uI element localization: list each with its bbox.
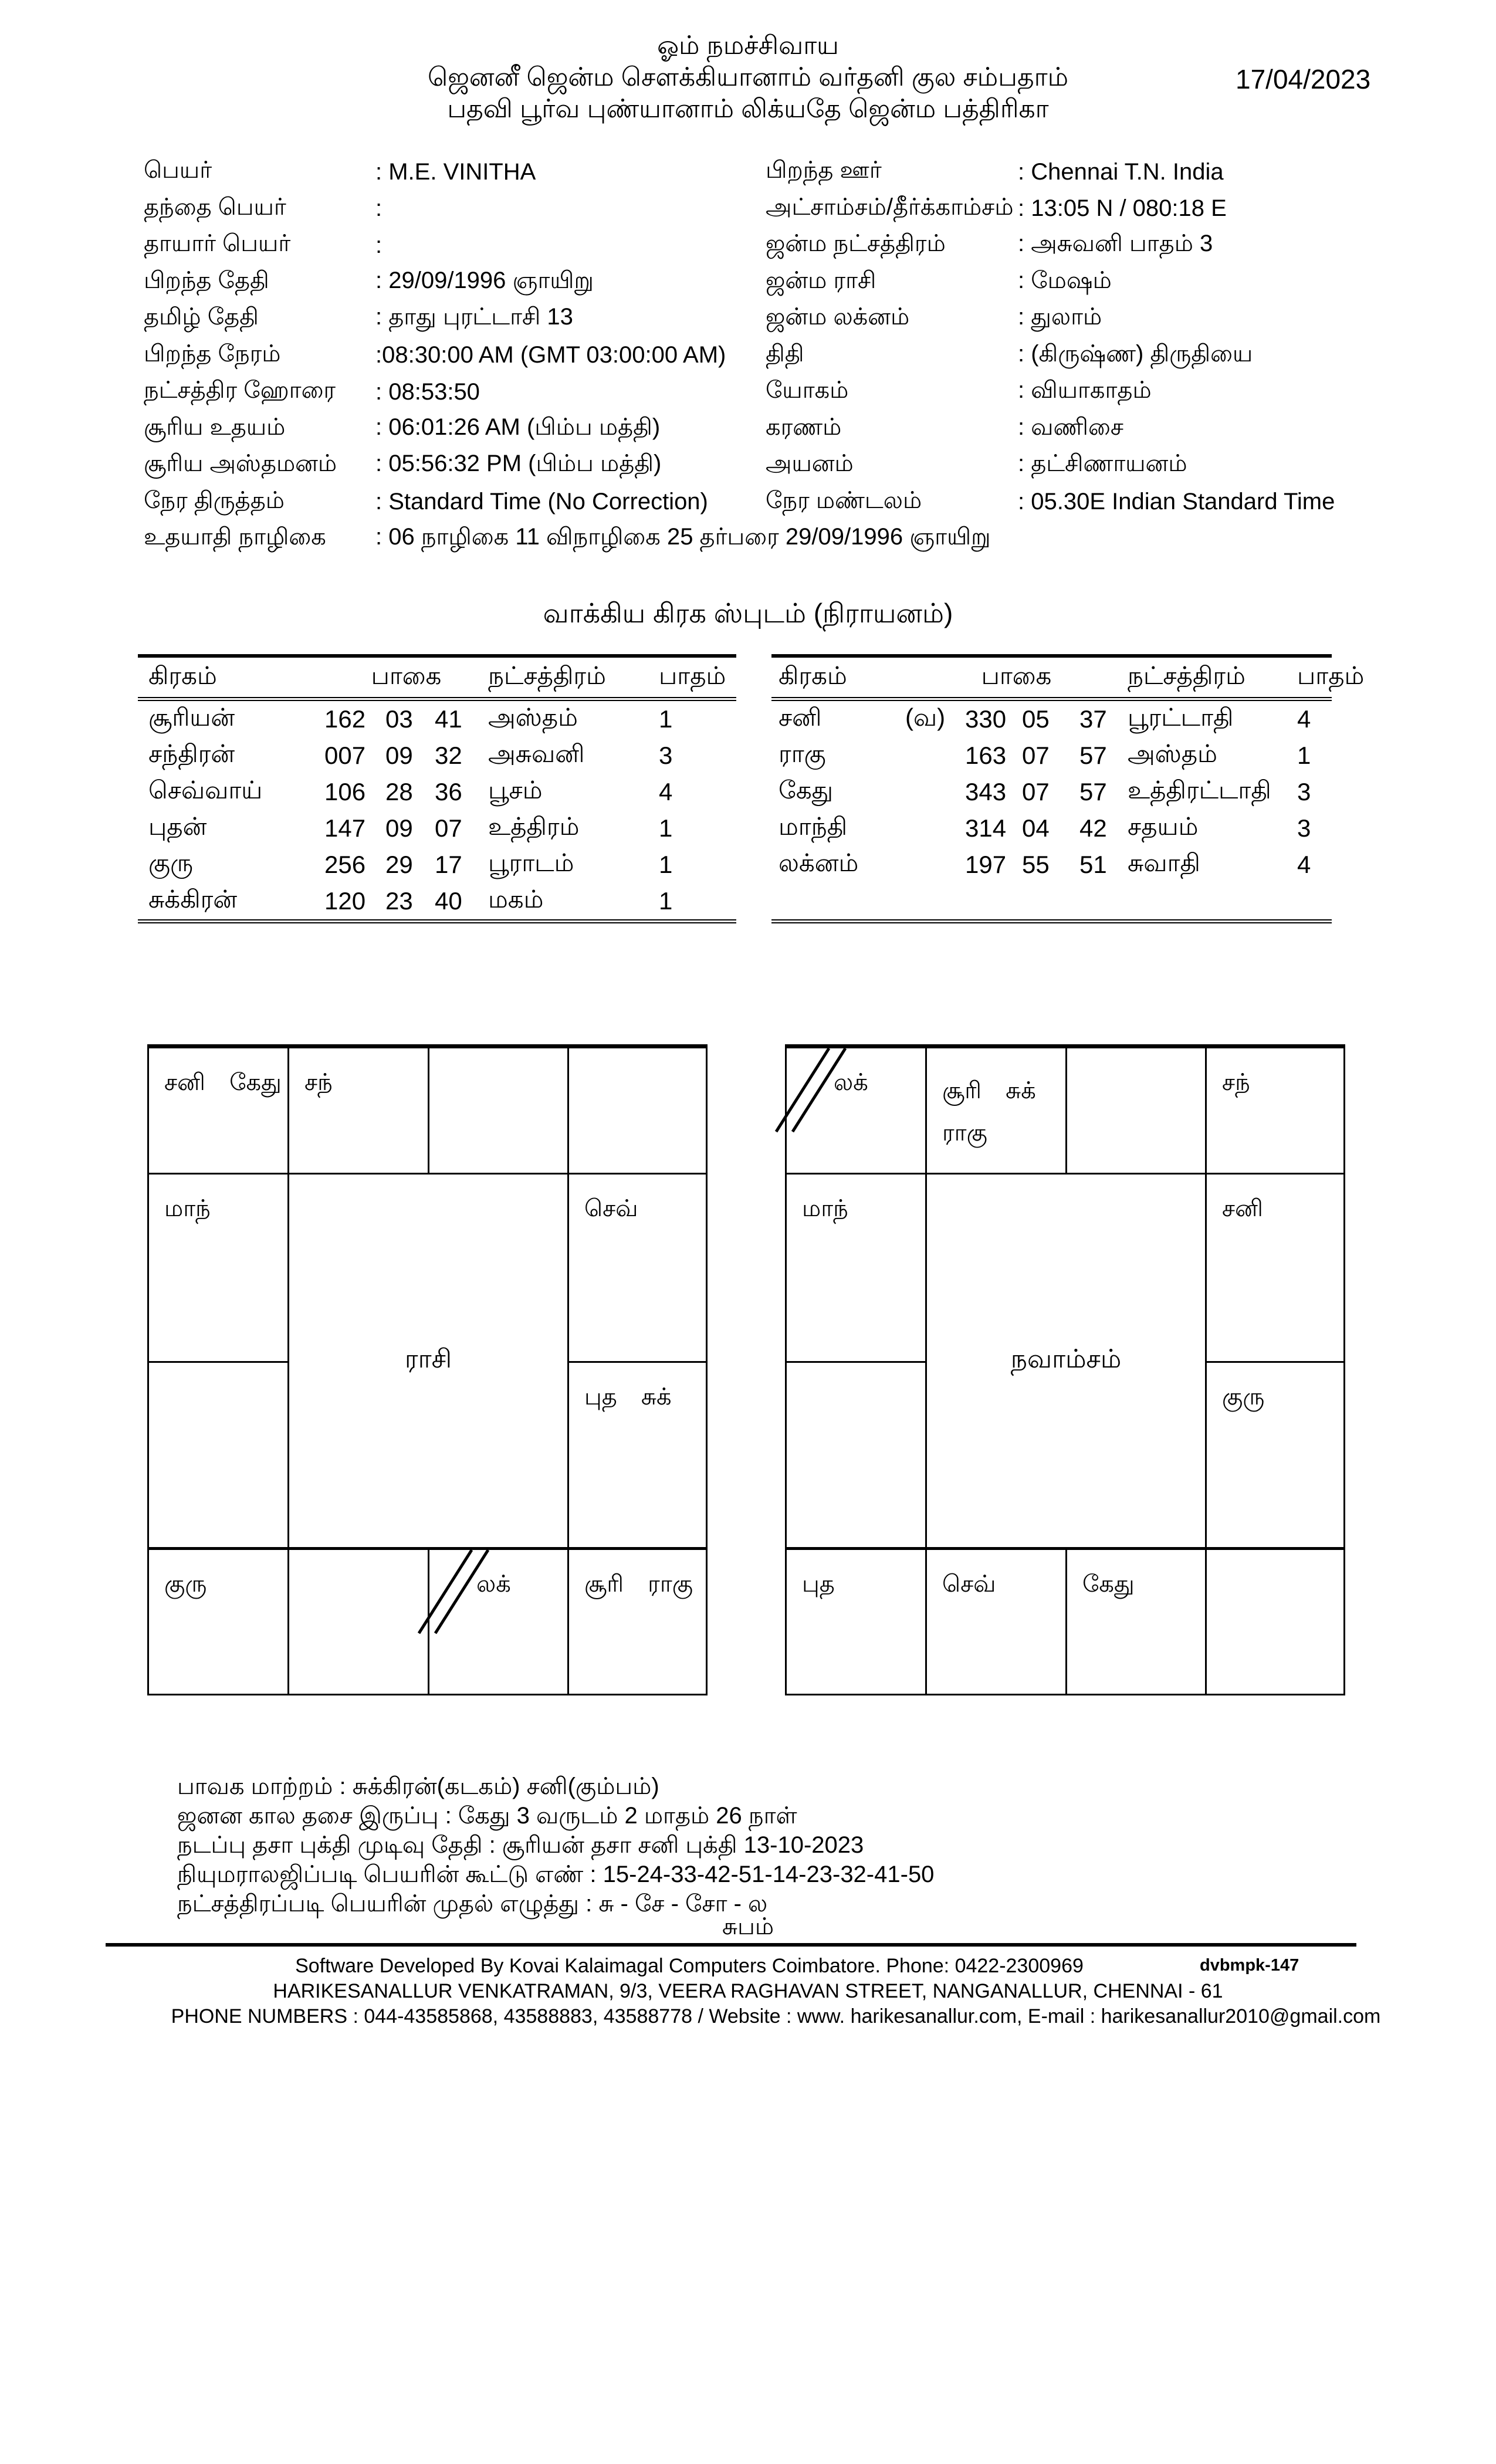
detail-label: பிறந்த நேரம்	[144, 340, 281, 367]
navamsa-cell-scorpio: செவ்	[942, 1571, 996, 1597]
detail-label: பெயர்	[144, 157, 212, 184]
graha: ராகு	[779, 740, 826, 767]
table-row	[138, 810, 736, 847]
sec: 37	[1079, 705, 1107, 733]
detail-value: :	[375, 232, 383, 258]
detail-label: நேர திருத்தம்	[144, 487, 285, 513]
pada: 1	[659, 851, 673, 878]
nak: பூரட்டாதி	[1128, 703, 1234, 731]
pada: 1	[659, 887, 673, 915]
nak: பூராடம்	[488, 849, 574, 876]
sloka-line-1: ஜெனனீ ஜென்ம சௌக்கியானாம் வர்தனி குல சம்பதாம்	[427, 63, 1069, 92]
sec: 51	[1079, 851, 1107, 878]
min: 09	[385, 742, 413, 769]
graha: புதன்	[148, 813, 207, 840]
nak: அஸ்தம்	[1128, 740, 1217, 767]
graha: கேது	[779, 776, 834, 804]
min: 09	[385, 814, 413, 842]
cell-line: ராகு	[942, 1120, 987, 1146]
table-row	[771, 737, 1332, 774]
table-row	[138, 774, 736, 810]
pada: 4	[659, 778, 673, 805]
graha: செவ்வாய்	[148, 776, 263, 804]
min: 55	[1022, 851, 1050, 878]
nak: அஸ்தம்	[488, 703, 578, 731]
detail-label: திதி	[766, 340, 804, 367]
detail-label: ஜன்ம நட்சத்திரம்	[766, 231, 946, 257]
closing-word: சுபம்	[722, 1914, 774, 1940]
nak: சதயம்	[1128, 813, 1199, 840]
detail-value: : 05:56:32 PM (பிம்ப மத்தி)	[375, 451, 662, 477]
detail-label: அட்சாம்சம்/தீர்க்காம்சம்	[766, 194, 1014, 220]
navamsa-cell-virgo	[1207, 1550, 1343, 1696]
graha: சனி	[779, 703, 822, 731]
detail-value: : (கிருஷ்ண) திருதியை	[1018, 340, 1253, 367]
min: 07	[1022, 778, 1050, 805]
planet-table-title: வாக்கிய கிரக ஸ்புடம் (நிராயனம்)	[543, 598, 953, 628]
table-header	[138, 658, 736, 697]
nak: பூசம்	[488, 776, 543, 804]
col-padam: பாதம்	[659, 661, 726, 689]
detail-value: : 06 நாழிகை 11 விநாழிகை 25 தர்பரை 29/09/1996 ஞாயிறு	[375, 524, 991, 550]
min: 29	[385, 851, 413, 878]
detail-value: : தாது புரட்டாசி 13	[375, 304, 573, 330]
detail-value: : Standard Time (No Correction)	[375, 489, 708, 515]
sloka-line-2: பதவி பூர்வ புண்யானாம் லிக்யதே ஜென்ம பத்திரிகா	[447, 94, 1049, 123]
deg: 007	[324, 742, 366, 769]
detail-row	[766, 484, 1496, 521]
navamsa-cell-cancer: சனி	[1222, 1196, 1263, 1221]
deg: 163	[965, 742, 1007, 769]
navamsa-cell-aries	[927, 1048, 1065, 1173]
min: 05	[1022, 705, 1050, 733]
planet-table-right	[771, 654, 1365, 923]
pada: 3	[659, 742, 673, 769]
detail-value: : அசுவனி பாதம் 3	[1018, 231, 1213, 257]
summary-line: நியுமராலஜிப்படி பெயரின் கூட்டு எண் : 15-24-33-42-51-14-23-32-41-50	[177, 1861, 935, 1887]
sec: 57	[1079, 778, 1107, 805]
sec: 57	[1079, 742, 1107, 769]
deg: 162	[324, 705, 366, 733]
print-date: 17/04/2023	[1236, 64, 1371, 94]
graha: மாந்தி	[779, 813, 848, 840]
rasi-cell-gemini	[569, 1048, 706, 1173]
table-spacer	[771, 883, 1332, 919]
sec: 32	[435, 742, 462, 769]
detail-value: : துலாம்	[1018, 304, 1102, 330]
lagna-mark-icon	[429, 1550, 500, 1638]
table-bottom-border	[771, 919, 1332, 923]
col-degrees: பாகை	[981, 661, 1052, 689]
deg: 106	[324, 778, 366, 805]
col-nakshatra: நட்சத்திரம்	[1128, 661, 1245, 689]
table-row	[771, 810, 1332, 847]
table-bottom-border	[138, 919, 736, 923]
navamsa-chart-title: நவாம்சம்	[1010, 1344, 1122, 1373]
rasi-cell-cancer: செவ்	[584, 1196, 638, 1221]
nak: மகம்	[488, 885, 544, 913]
footer-line-3: PHONE NUMBERS : 044-43585868, 43588883, 43588778 / Website : www. harikesanallur.com, E-mail : harikesanallur2010@gmail.com	[171, 2005, 1381, 2028]
min: 04	[1022, 814, 1050, 842]
rasi-cell-pisces: சனி கேது	[164, 1069, 282, 1095]
rasi-cell-aries: சந்	[304, 1069, 333, 1095]
detail-value: : வணிசை	[1018, 414, 1123, 440]
rasi-chart-title: ராசி	[404, 1344, 452, 1373]
detail-row	[766, 191, 1496, 228]
detail-label: நேர மண்டலம்	[766, 487, 922, 513]
graha: குரு	[148, 849, 194, 876]
navamsa-cell-taurus	[1067, 1048, 1205, 1173]
pada: 1	[659, 705, 673, 733]
summary-line: ஜனன கால தசை இருப்பு : கேது 3 வருடம் 2 மாதம் 26 நாள்	[177, 1803, 797, 1829]
detail-label: தந்தை பெயர்	[144, 194, 286, 220]
retro-flag: (வ)	[905, 703, 946, 731]
footer-line-1: Software Developed By Kovai Kalaimagal Computers Coimbatore. Phone: 0422-2300969	[295, 1955, 1084, 1977]
detail-row	[766, 337, 1496, 374]
navamsa-cell-aquarius: மாந்	[802, 1196, 848, 1221]
navamsa-cell-libra: கேது	[1082, 1571, 1135, 1597]
detail-row	[766, 300, 1496, 337]
detail-row	[766, 154, 1496, 191]
col-graha: கிரகம்	[148, 661, 217, 689]
detail-label: தமிழ் தேதி	[144, 304, 259, 330]
rasi-cell-virgo: சூரி ராகு	[584, 1571, 693, 1597]
pada: 1	[1297, 742, 1311, 769]
rasi-cell-aquarius: மாந்	[164, 1196, 211, 1221]
cell-line: சூரி சுக்	[942, 1078, 1036, 1104]
detail-value: : வியாகாதம்	[1018, 377, 1152, 404]
detail-label: பிறந்த தேதி	[144, 267, 269, 293]
navamsa-cell-lagna	[787, 1048, 925, 1173]
col-padam: பாதம்	[1297, 661, 1365, 689]
document-code: dvbmpk-147	[1200, 1956, 1299, 1975]
sec: 07	[435, 814, 462, 842]
summary-block	[177, 1772, 934, 1918]
min: 03	[385, 705, 413, 733]
detail-value: : 13:05 N / 080:18 E	[1018, 195, 1227, 222]
detail-value: :08:30:00 AM (GMT 03:00:00 AM)	[375, 342, 726, 368]
footer-divider	[106, 1943, 1356, 1947]
pada: 3	[1297, 814, 1311, 842]
pada: 4	[1297, 851, 1311, 878]
detail-value: : 05.30E Indian Standard Time	[1018, 489, 1335, 515]
rasi-cell-sagittarius: குரு	[164, 1571, 207, 1597]
detail-label: ஜன்ம லக்னம்	[766, 304, 910, 330]
detail-value: : 06:01:26 AM (பிம்ப மத்தி)	[375, 414, 661, 440]
summary-line: பாவக மாற்றம் : சுக்கிரன்(கடகம்) சனி(கும்பம்)	[177, 1773, 659, 1799]
min: 23	[385, 887, 413, 915]
graha: லக்னம்	[779, 849, 859, 876]
detail-label: பிறந்த ஊர்	[766, 157, 882, 184]
rasi-cell-leo: புத சுக்	[584, 1384, 672, 1410]
footer-line-2: HARIKESANALLUR VENKATRAMAN, 9/3, VEERA RAGHAVAN STREET, NANGANALLUR, CHENNAI - 61	[273, 1980, 1223, 2002]
deg: 256	[324, 851, 366, 878]
summary-line: நட்சத்திரப்படி பெயரின் முதல் எழுத்து : சு - சே - சோ - ல	[177, 1891, 768, 1917]
deg: 147	[324, 814, 366, 842]
detail-label: சூரிய அஸ்தமனம்	[144, 451, 337, 477]
detail-value: : தட்சிணாயனம்	[1018, 451, 1187, 477]
table-row	[771, 847, 1332, 883]
sec: 36	[435, 778, 462, 805]
deg: 120	[324, 887, 366, 915]
col-nakshatra: நட்சத்திரம்	[488, 661, 606, 689]
min: 28	[385, 778, 413, 805]
nak: சுவாதி	[1128, 849, 1200, 876]
deg: 343	[965, 778, 1007, 805]
detail-row	[766, 447, 1496, 484]
graha: சூரியன்	[148, 703, 235, 731]
pada: 4	[1297, 705, 1311, 733]
sec: 42	[1079, 814, 1107, 842]
lagna-label: லக்	[476, 1571, 511, 1597]
detail-row	[766, 264, 1496, 301]
table-row	[138, 701, 736, 737]
detail-value: : மேஷம்	[1018, 267, 1112, 293]
detail-label: ஜன்ம ராசி	[766, 267, 876, 293]
navamsa-cell-capricorn	[787, 1363, 925, 1547]
detail-value: : 08:53:50	[375, 378, 480, 405]
table-row	[771, 774, 1332, 810]
navamsa-cell-leo: குரு	[1222, 1384, 1265, 1410]
pada: 3	[1297, 778, 1311, 805]
planet-table-left	[138, 654, 736, 923]
nak: அசுவனி	[488, 740, 585, 767]
graha: சந்திரன்	[148, 740, 235, 767]
sec: 40	[435, 887, 462, 915]
rasi-cell-scorpio	[289, 1550, 428, 1696]
rasi-cell-taurus	[429, 1048, 567, 1173]
detail-label: அயனம்	[766, 451, 854, 477]
detail-label: கரணம்	[766, 414, 842, 440]
table-row	[138, 883, 736, 919]
detail-row	[766, 227, 1496, 264]
col-degrees: பாகை	[371, 661, 442, 689]
lagna-mark-icon	[787, 1048, 857, 1136]
detail-label: தாயார் பெயர்	[144, 231, 291, 257]
lagna-label: லக்	[834, 1069, 868, 1095]
detail-label: சூரிய உதயம்	[144, 414, 286, 440]
navamsa-cell-sagittarius: புத	[802, 1571, 835, 1597]
detail-label: உதயாதி நாழிகை	[144, 524, 326, 550]
nak: உத்திரம்	[488, 813, 580, 840]
navamsa-cell-gemini: சந்	[1222, 1069, 1250, 1095]
table-row	[138, 847, 736, 883]
col-graha: கிரகம்	[779, 661, 847, 689]
detail-label: யோகம்	[766, 377, 849, 404]
graha: சுக்கிரன்	[148, 885, 238, 913]
detail-label: நட்சத்திர ஹோரை	[144, 377, 336, 404]
detail-row	[144, 520, 991, 557]
details-right-column	[766, 154, 1496, 520]
detail-value: :	[375, 195, 383, 222]
pada: 1	[659, 814, 673, 842]
table-row	[138, 737, 736, 774]
deg: 330	[965, 705, 1007, 733]
table-separator	[771, 697, 1332, 701]
sec: 17	[435, 851, 462, 878]
sec: 41	[435, 705, 462, 733]
detail-value: : 29/09/1996 ஞாயிறு	[375, 267, 594, 293]
deg: 314	[965, 814, 1007, 842]
table-separator	[138, 697, 736, 701]
rasi-cell-libra-lagna	[429, 1550, 567, 1696]
min: 07	[1022, 742, 1050, 769]
navamsa-chart	[785, 1044, 1345, 1695]
detail-row	[766, 374, 1496, 411]
rasi-chart	[147, 1044, 708, 1695]
detail-value: : Chennai T.N. India	[1018, 158, 1224, 185]
rasi-cell-capricorn	[149, 1363, 287, 1547]
table-header	[771, 658, 1365, 697]
nak: உத்திரட்டாதி	[1128, 776, 1271, 804]
deg: 197	[965, 851, 1007, 878]
table-row	[771, 701, 1332, 737]
detail-value: : M.E. VINITHA	[375, 158, 536, 185]
summary-line: நடப்பு தசா புக்தி முடிவு தேதி : சூரியன் தசா சனி புக்தி 13-10-2023	[177, 1832, 864, 1858]
detail-row	[766, 411, 1496, 448]
invocation-line: ஓம் நமச்சிவாய	[657, 31, 839, 60]
